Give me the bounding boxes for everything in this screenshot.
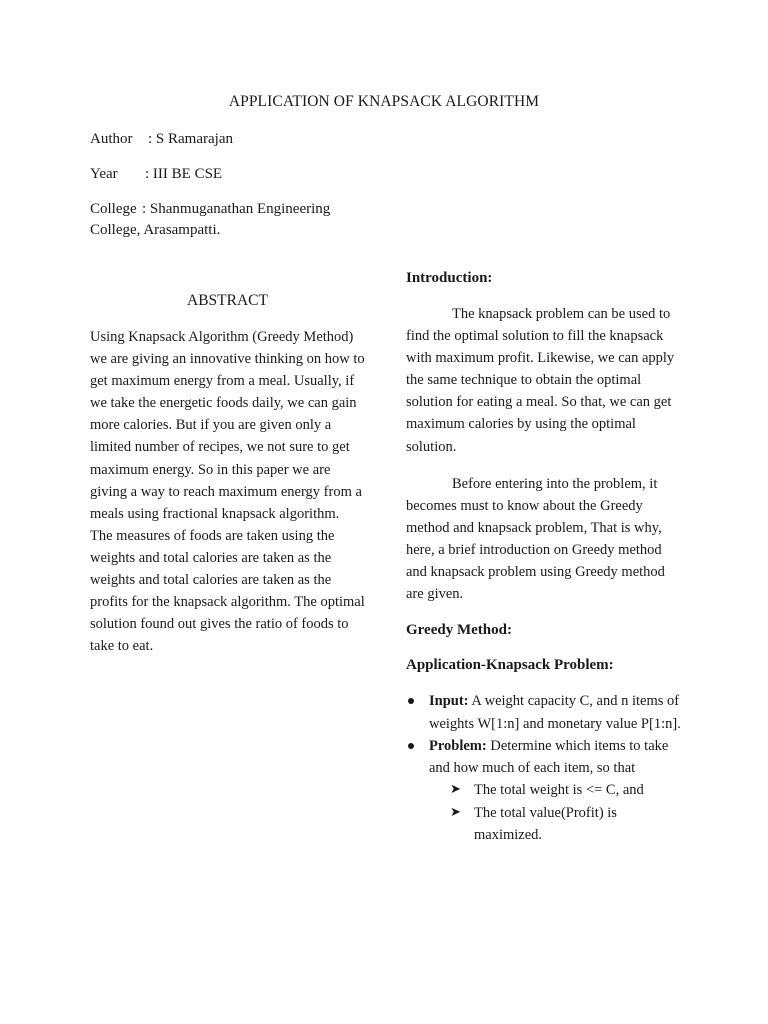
bullet-icon	[408, 698, 414, 704]
greedy-method-heading: Greedy Method:	[406, 622, 512, 639]
list-item	[406, 690, 681, 735]
college-value: : Shanmuganathan Engineering College, Arasampatti.	[90, 201, 331, 238]
abstract-heading: ABSTRACT	[187, 292, 268, 309]
author-label: Author	[90, 131, 133, 147]
abstract-text: Using Knapsack Algorithm (Greedy Method) we are giving an innovative thinking on how to get maximum energy from a meal. Usually, if we take the energetic foods daily, we can gain more calories. But if you are given only a limited number of recipes, we not sure to get maximum energy. So in this paper we are giving a way to reach maximum energy from a meals using fractional knapsack algorithm. The measures of foods are taken using the weights and total calories are taken as the weights and total calories are taken as the profits for the knapsack algorithm. The optimal solution found out gives the ratio of foods to take to eat.	[90, 329, 365, 655]
college-label: College	[90, 201, 137, 217]
introduction-paragraph-2: Before entering into the problem, it becomes must to know about the Greedy method and knapsack problem, That is why, here, a brief introduction on Greedy method and knapsack problem using Greedy method are given.	[406, 475, 665, 603]
year-value: : III BE CSE	[145, 166, 223, 182]
right-column	[406, 268, 681, 846]
arrow-bullet-icon: ➤	[450, 804, 461, 820]
sub-list-item	[406, 779, 681, 801]
author-row	[90, 129, 233, 150]
knapsack-sub-list	[406, 779, 681, 846]
knapsack-bullet-list	[406, 690, 681, 779]
bullet-text: A weight capacity C, and n items of weights W[1:n] and monetary value P[1:n].	[429, 693, 681, 732]
list-item	[406, 735, 681, 780]
page-title: APPLICATION OF KNAPSACK ALGORITHM	[228, 93, 540, 110]
bullet-label: Input:	[429, 693, 469, 710]
arrow-bullet-icon: ➤	[450, 782, 461, 798]
bullet-text: Determine which items to take and how much of each item, so that	[429, 737, 669, 777]
sub-bullet-text: The total value(Profit) is maximized.	[474, 804, 617, 843]
sub-list-item	[406, 802, 681, 847]
author-value: : S Ramarajan	[148, 131, 233, 147]
college-row	[90, 199, 370, 241]
year-label: Year	[90, 166, 118, 182]
application-knapsack-heading: Application-Knapsack Problem:	[406, 657, 614, 674]
sub-bullet-text: The total weight is <= C, and	[474, 782, 644, 799]
introduction-heading: Introduction:	[406, 270, 493, 286]
bullet-icon	[408, 743, 414, 749]
year-row	[90, 164, 222, 185]
bullet-label: Problem:	[429, 737, 487, 754]
left-column	[90, 290, 365, 657]
introduction-paragraph-1: The knapsack problem can be used to find the optimal solution to fill the knapsack with maximum profit. Likewise, we can apply the same technique to obtain the optimal solution for eating a meal. So that, we can get maximum calories by using the optimal solution.	[406, 306, 675, 455]
